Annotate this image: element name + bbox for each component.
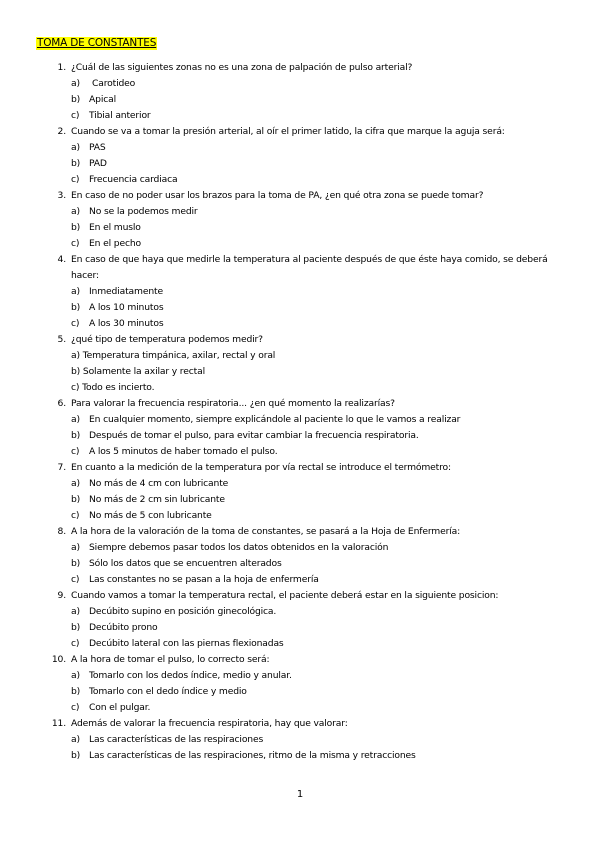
question-number: 4. [57,254,66,265]
answer-option [0,316,600,332]
option-text: Temperatura timpánica, axilar, rectal y oral [82,350,276,361]
page-title: TOMA DE CONSTANTES [37,37,157,49]
question-number: 2. [57,126,66,137]
option-label: b) [71,94,81,105]
answer-option [0,412,600,428]
option-label: a) [71,414,80,425]
option-label: c) [71,238,80,249]
option-text: Las constantes no se pasan a la hoja de enfermería [89,574,319,585]
option-label: a) [71,734,80,745]
option-text: Después de tomar el pulso, para evitar cambiar la frecuencia respiratoria. [89,430,419,441]
question-text: A la hora de tomar el pulso, lo correcto será: [71,654,270,665]
option-label: c) [71,702,80,713]
option-label: b) [71,686,81,697]
question-item [0,524,600,588]
answer-option [0,604,600,620]
question-text: En caso de no poder usar los brazos para la toma de PA, ¿en qué otra zona se puede tomar? [71,190,484,201]
answer-option [0,236,600,252]
option-label: c) [71,382,80,393]
option-label: b) [71,158,81,169]
option-text: Inmediatamente [89,286,163,297]
option-text: Decúbito lateral con las piernas flexionadas [89,638,284,649]
question-text: Cuando se va a tomar la presión arterial, al oír el primer latido, la cifra que marque la aguja será: [71,126,505,137]
answer-option [0,380,600,396]
option-label: c) [71,510,80,521]
option-text: No más de 2 cm sin lubricante [89,494,225,505]
answer-option [0,636,600,652]
option-text: Frecuencia cardiaca [89,174,178,185]
question-number: 10. [51,654,66,665]
answer-option [0,700,600,716]
option-text: Decúbito prono [89,622,158,633]
question-number: 3. [57,190,66,201]
question-item [0,716,600,764]
option-text: No se la podemos medir [89,206,198,217]
question-number: 7. [57,462,66,473]
question-number: 11. [51,718,66,729]
answer-option [0,492,600,508]
option-text: En el pecho [89,238,142,249]
answer-option [0,732,600,748]
option-text: PAS [89,142,106,153]
option-label: a) [71,142,80,153]
option-text: PAD [89,158,107,169]
question-number: 5. [57,334,66,345]
option-label: a) [71,670,80,681]
question-number: 9. [57,590,66,601]
answer-option [0,204,600,220]
option-text: A los 30 minutos [89,318,164,329]
answer-option [0,508,600,524]
option-text: Con el pulgar. [89,702,151,713]
option-label: c) [71,318,80,329]
option-text: A los 10 minutos [89,302,164,313]
option-text: Tomarlo con los dedos índice, medio y anular. [89,670,292,681]
answer-option [0,684,600,700]
option-label: a) [71,78,80,89]
question-item [0,124,600,188]
question-text: Además de valorar la frecuencia respiratoria, hay que valorar: [71,718,348,729]
option-label: c) [71,574,80,585]
question-text: Cuando vamos a tomar la temperatura rectal, el paciente deberá estar en la siguiente posicion: [71,590,499,601]
option-label: c) [71,446,80,457]
option-label: c) [71,110,80,121]
answer-option [0,476,600,492]
option-text: En cualquier momento, siempre explicándole al paciente lo que le vamos a realizar [89,414,461,425]
option-text: Decúbito supino en posición ginecológica. [89,606,277,617]
question-text: Para valorar la frecuencia respiratoria... ¿en qué momento la realizarías? [71,398,395,409]
question-number: 1. [57,62,66,73]
question-item [0,188,600,252]
question-text: A la hora de la valoración de la toma de constantes, se pasará a la Hoja de Enfermería: [71,526,461,537]
option-label: b) [71,750,81,761]
question-item [0,60,600,124]
answer-option [0,444,600,460]
option-label: b) [71,558,81,569]
answer-option [0,220,600,236]
option-label: b) [71,622,81,633]
answer-option [0,748,600,764]
option-label: b) [71,366,81,377]
option-text: Carotideo [92,78,136,89]
question-text: En cuanto a la medición de la temperatura por vía rectal se introduce el termómetro: [71,462,451,473]
option-label: a) [71,478,80,489]
question-item [0,332,600,396]
question-item [0,396,600,460]
option-text: Tomarlo con el dedo índice y medio [89,686,247,697]
question-item [0,460,600,524]
option-label: a) [71,350,80,361]
answer-option [0,620,600,636]
answer-option [0,140,600,156]
page-number: 1 [296,789,304,800]
answer-option [0,76,600,92]
option-text: Siempre debemos pasar todos los datos obtenidos en la valoración [89,542,389,553]
option-label: b) [71,494,81,505]
option-label: a) [71,606,80,617]
option-text: Las características de las respiraciones, ritmo de la misma y retracciones [89,750,416,761]
question-item [0,252,600,332]
question-number: 8. [57,526,66,537]
answer-option [0,364,600,380]
question-text: En caso de que haya que medirle la temperatura al paciente después de que éste haya comido, se deberá [71,254,548,265]
question-number: 6. [57,398,66,409]
option-label: b) [71,302,81,313]
option-text: Tibial anterior [89,110,151,121]
answer-option [0,156,600,172]
answer-option [0,540,600,556]
option-text: En el muslo [89,222,141,233]
question-text: ¿qué tipo de temperatura podemos medir? [71,334,263,345]
question-item [0,588,600,652]
answer-option [0,572,600,588]
option-label: a) [71,542,80,553]
answer-option [0,284,600,300]
option-label: b) [71,222,81,233]
answer-option [0,556,600,572]
question-text-continued: hacer: [71,270,99,281]
question-item [0,652,600,716]
option-label: a) [71,286,80,297]
answer-option [0,300,600,316]
option-text: Las características de las respiraciones [89,734,264,745]
option-text: No más de 4 cm con lubricante [89,478,229,489]
answer-option [0,92,600,108]
option-text: A los 5 minutos de haber tomado el pulso. [89,446,278,457]
answer-option [0,172,600,188]
question-text: ¿Cuál de las siguientes zonas no es una zona de palpación de pulso arterial? [71,62,413,73]
option-label: b) [71,430,81,441]
question-list [0,60,600,764]
option-text: Sólo los datos que se encuentren alterados [89,558,282,569]
answer-option [0,668,600,684]
option-label: c) [71,638,80,649]
answer-option [0,348,600,364]
option-text: No más de 5 con lubricante [89,510,212,521]
option-text: Todo es incierto. [82,382,155,393]
option-text: Apical [89,94,117,105]
option-label: c) [71,174,80,185]
option-text: Solamente la axilar y rectal [82,366,205,377]
answer-option [0,428,600,444]
option-label: a) [71,206,80,217]
answer-option [0,108,600,124]
